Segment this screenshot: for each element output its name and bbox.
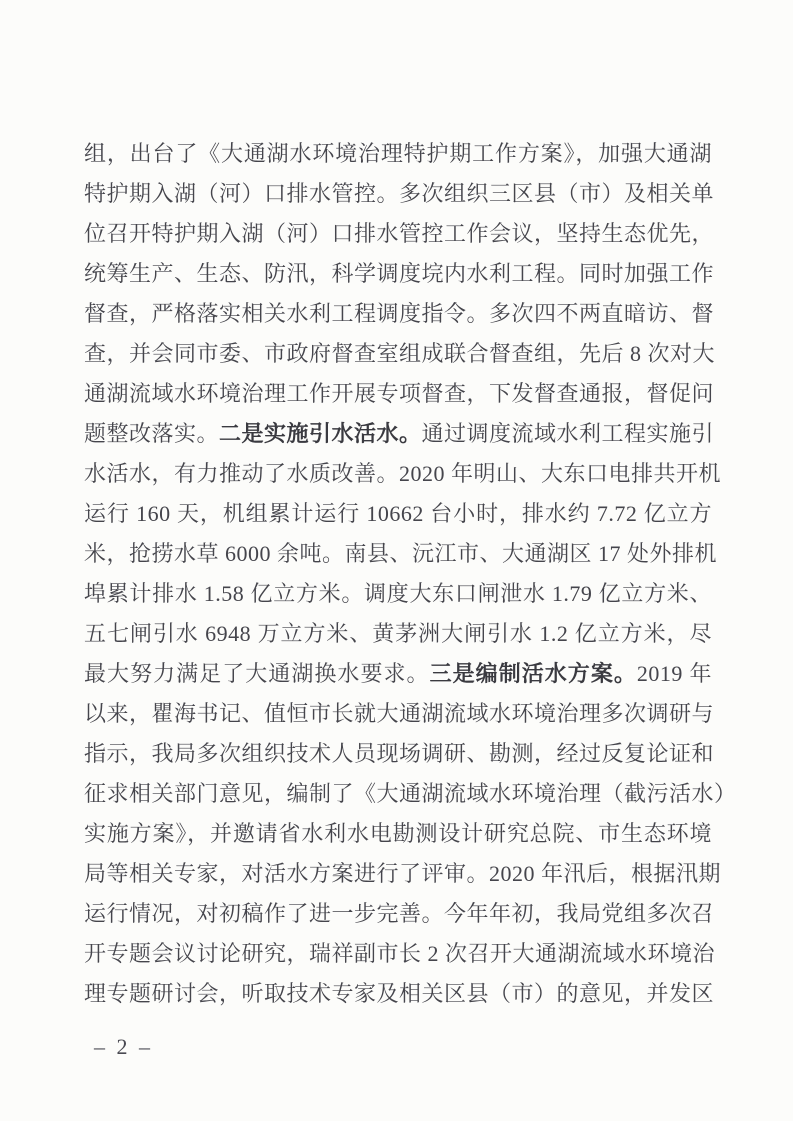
text-line bbox=[84, 454, 722, 494]
text-line bbox=[84, 174, 715, 214]
body-text: 水活水，有力推动了水质改善。2020 年明山、大东口电排共开机 bbox=[84, 461, 722, 486]
body-text: 指示，我局多次组织技术人员现场调研、勘测，经过反复论证和 bbox=[84, 741, 715, 766]
body-text: 位召开特护期入湖（河）口排水管控工作会议，坚持生态优先， bbox=[84, 221, 715, 246]
body-text: 督查，严格落实相关水利工程调度指令。多次四不两直暗访、督 bbox=[84, 301, 715, 326]
text-line bbox=[84, 294, 715, 334]
text-line bbox=[84, 854, 722, 894]
body-text: 特护期入湖（河）口排水管控。多次组织三区县（市）及相关单 bbox=[84, 181, 715, 206]
body-text: 运行情况，对初稿作了进一步完善。今年年初，我局党组多次召 bbox=[84, 901, 715, 926]
text-line bbox=[84, 254, 715, 294]
text-line bbox=[84, 654, 712, 694]
body-text: 以来，瞿海书记、值恒市长就大通湖流域水环境治理多次调研与 bbox=[84, 701, 715, 726]
body-text: 2019 年 bbox=[636, 661, 712, 686]
text-line bbox=[84, 534, 718, 574]
emphasis-text: 二是实施引水活水。 bbox=[219, 421, 422, 446]
text-line bbox=[84, 734, 715, 774]
text-line bbox=[84, 974, 715, 1014]
text-line bbox=[84, 934, 716, 974]
text-line bbox=[84, 614, 712, 654]
body-text: 题整改落实。 bbox=[84, 421, 220, 446]
body-text: 征求相关部门意见，编制了《大通湖流域水环境治理（截污活水） bbox=[84, 781, 737, 806]
body-text: 局等相关专家，对活水方案进行了评审。2020 年汛后，根据汛期 bbox=[84, 861, 722, 886]
emphasis-text: 三是编制活水方案。 bbox=[429, 661, 637, 686]
body-text: 开专题会议讨论研究，瑞祥副市长 2 次召开大通湖流域水环境治 bbox=[84, 941, 716, 966]
text-line bbox=[84, 134, 712, 174]
body-text: 最大努力满足了大通湖换水要求。 bbox=[84, 661, 430, 686]
text-line bbox=[84, 894, 715, 934]
text-line bbox=[84, 774, 737, 814]
text-line bbox=[84, 414, 715, 454]
text-line bbox=[84, 574, 712, 614]
text-line bbox=[84, 694, 715, 734]
text-line bbox=[84, 374, 715, 414]
text-line bbox=[84, 214, 715, 254]
page-number: – 2 – bbox=[94, 1034, 153, 1059]
body-text: 查，并会同市委、市政府督查室组成联合督查组，先后 8 次对大 bbox=[84, 341, 716, 366]
body-text: 通过调度流域水利工程实施引 bbox=[421, 421, 715, 446]
body-text: 米，抢捞水草 6000 余吨。南县、沅江市、大通湖区 17 处外排机 bbox=[84, 541, 718, 566]
body-text: 通湖流域水环境治理工作开展专项督查，下发督查通报，督促问 bbox=[84, 381, 715, 406]
text-line bbox=[84, 494, 712, 534]
body-text: 埠累计排水 1.58 亿立方米。调度大东口闸泄水 1.79 亿立方米、 bbox=[84, 581, 712, 606]
body-text: 统筹生产、生态、防汛，科学调度垸内水利工程。同时加强工作 bbox=[84, 261, 715, 286]
text-line bbox=[84, 334, 716, 374]
body-text: 理专题研讨会，听取技术专家及相关区县（市）的意见，并发区 bbox=[84, 981, 715, 1006]
body-text: 运行 160 天，机组累计运行 10662 台小时，排水约 7.72 亿立方 bbox=[84, 501, 712, 526]
body-text: 五七闸引水 6948 万立方米、黄茅洲大闸引水 1.2 亿立方米，尽 bbox=[84, 621, 712, 646]
body-text: 实施方案》，并邀请省水利水电勘测设计研究总院、市生态环境 bbox=[84, 821, 712, 846]
body-text: 组，出台了《大通湖水环境治理特护期工作方案》，加强大通湖 bbox=[84, 141, 712, 166]
document-body bbox=[84, 134, 737, 1014]
text-line bbox=[84, 814, 712, 854]
